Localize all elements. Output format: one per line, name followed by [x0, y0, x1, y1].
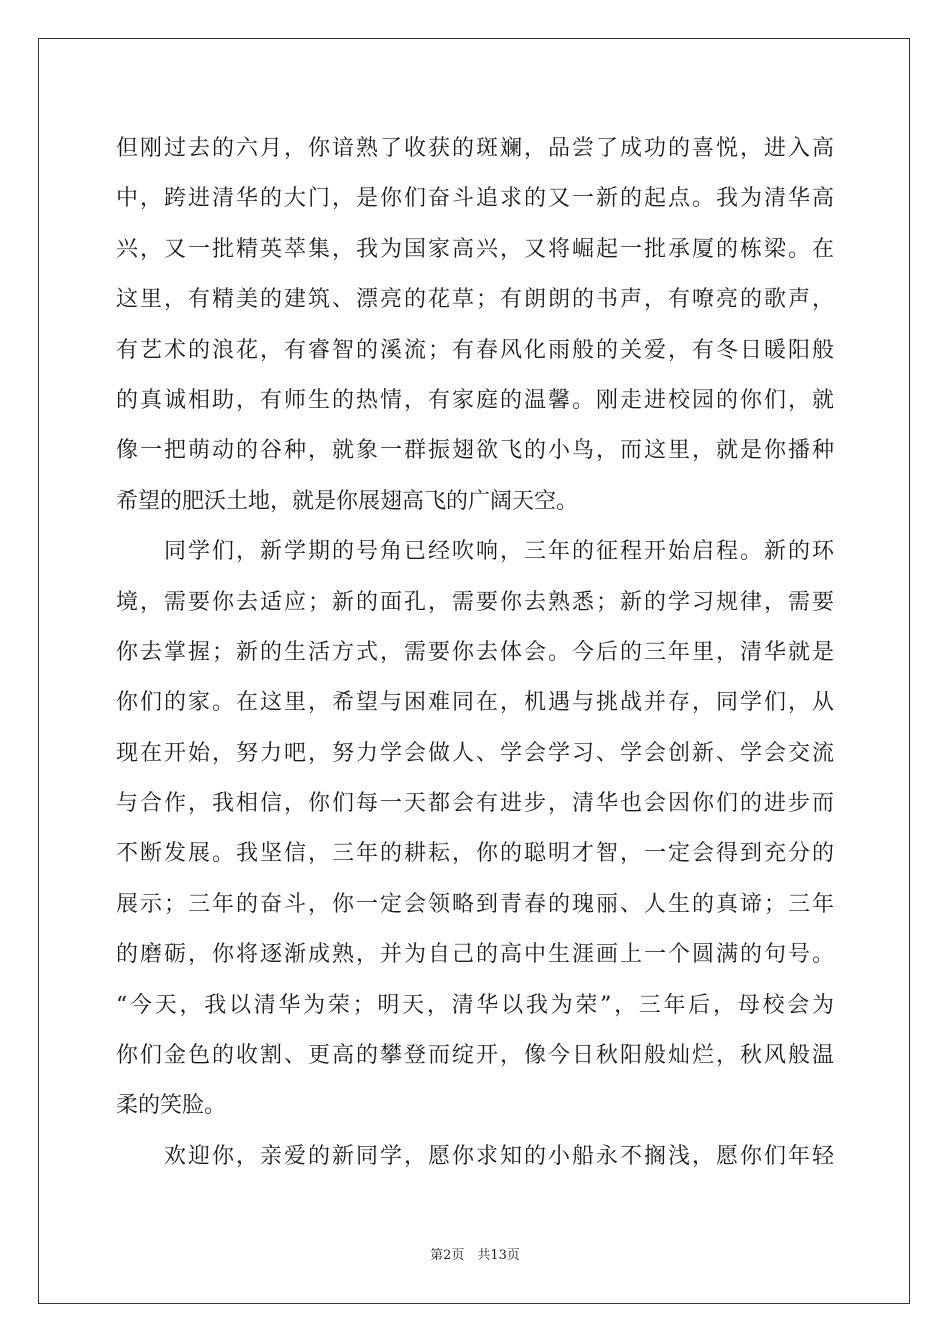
paragraph-1	[116, 124, 834, 527]
document-body	[116, 124, 834, 1182]
text-line: 展示；三年的奋斗，你一定会领略到青春的瑰丽、人生的真谛；三年	[116, 891, 834, 917]
text-line: 兴，又一批精英萃集，我为国家高兴，又将崛起一批承厦的栋梁。在	[116, 236, 834, 262]
text-line: 同学们，新学期的号角已经吹响，三年的征程开始启程。新的环	[116, 539, 834, 565]
paragraph-3	[116, 1132, 834, 1182]
text-line: 这里，有精美的建筑、漂亮的花草；有朗朗的书声，有嘹亮的歌声，	[116, 287, 834, 313]
text-line: 的真诚相助，有师生的热情，有家庭的温馨。刚走进校园的你们，就	[116, 387, 834, 413]
text-line: 与合作，我相信，你们每一天都会有进步，清华也会因你们的进步而	[116, 791, 834, 817]
text-line: 现在开始，努力吧，努力学会做人、学会学习、学会创新、学会交流	[116, 740, 834, 766]
text-line: 但刚过去的六月，你谙熟了收获的斑斓，品尝了成功的喜悦，进入高	[116, 136, 834, 161]
text-line: 柔的笑脸。	[116, 1093, 227, 1119]
text-line: 有艺术的浪花，有睿智的溪流；有春风化雨般的关爱，有冬日暖阳般	[116, 337, 834, 363]
text-line: 中，跨进清华的大门，是你们奋斗追求的又一新的起点。我为清华高	[116, 186, 834, 212]
text-line: 希望的肥沃土地，就是你展翅高飞的广阔天空。	[116, 488, 579, 514]
text-line: 的磨砺，你将逐渐成熟，并为自己的高中生涯画上一个圆满的句号。	[116, 942, 834, 968]
text-line: 境，需要你去适应；新的面孔，需要你去熟悉；新的学习规律，需要	[116, 589, 834, 615]
text-line: 欢迎你，亲爱的新同学，愿你求知的小船永不搁浅，愿你们年轻	[116, 1143, 834, 1169]
text-line: 不断发展。我坚信，三年的耕耘，你的聪明才智，一定会得到充分的	[116, 841, 834, 867]
text-line: 像一把萌动的谷种，就象一群振翅欲飞的小鸟，而这里，就是你播种	[116, 438, 834, 464]
text-line: 你们的家。在这里，希望与困难同在，机遇与挑战并存，同学们，从	[116, 690, 834, 716]
text-line: “今天，我以清华为荣；明天，清华以我为荣”，三年后，母校会为	[116, 992, 834, 1018]
text-line: 你去掌握；新的生活方式，需要你去体会。今后的三年里，清华就是	[116, 639, 834, 665]
page-number-footer: 第2页 共13页	[430, 1248, 520, 1263]
paragraph-2	[116, 527, 834, 1132]
text-line: 你们金色的收割、更高的攀登而绽开，像今日秋阳般灿烂，秋风般温	[116, 1043, 834, 1069]
